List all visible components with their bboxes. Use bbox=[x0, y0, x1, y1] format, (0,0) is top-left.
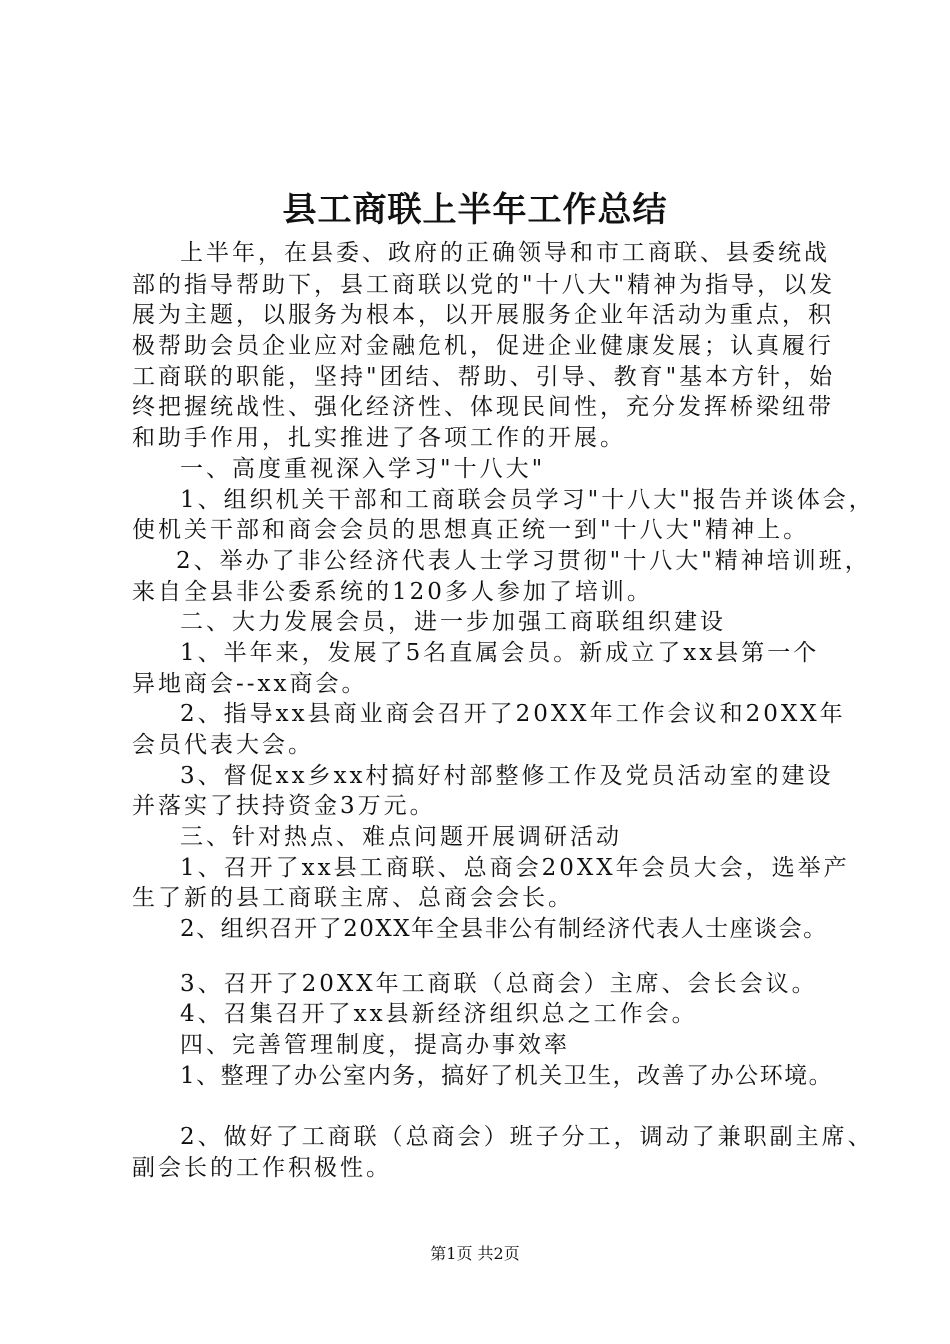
paragraph-line: 2、举办了非公经济代表人士学习贯彻"十八大"精神培训班， bbox=[176, 548, 871, 574]
page-number-footer: 第1页 共2页 bbox=[430, 1244, 520, 1263]
paragraph-line: 2、组织召开了20XX年全县非公有制经济代表人士座谈会。 bbox=[180, 916, 828, 942]
paragraph-line: 工商联的职能，坚持"团结、帮助、引导、教育"基本方针，始 bbox=[132, 364, 836, 390]
paragraph-line: 展为主题，以服务为根本，以开展服务企业年活动为重点，积 bbox=[132, 302, 834, 328]
paragraph-line: 会员代表大会。 bbox=[132, 732, 314, 758]
section-heading: 四、完善管理制度，提高办事效率 bbox=[180, 1032, 570, 1058]
paragraph-line: 2、指导xx县商业商会召开了20XX年工作会议和20XX年 bbox=[180, 701, 846, 727]
paragraph-line: 3、督促xx乡xx村搞好村部整修工作及党员活动室的建设 bbox=[180, 763, 834, 789]
section-heading: 三、针对热点、难点问题开展调研活动 bbox=[180, 824, 622, 850]
paragraph-line: 和助手作用，扎实推进了各项工作的开展。 bbox=[132, 425, 626, 451]
section-heading: 一、高度重视深入学习"十八大" bbox=[180, 456, 546, 482]
page-title: 县工商联上半年工作总结 bbox=[282, 190, 668, 230]
paragraph-line: 4、召集召开了xx县新经济组织总之工作会。 bbox=[180, 1001, 698, 1027]
paragraph-line: 部的指导帮助下，县工商联以党的"十八大"精神为指导，以发 bbox=[132, 272, 836, 298]
paragraph-line: 上半年，在县委、政府的正确领导和市工商联、县委统战 bbox=[180, 240, 830, 266]
paragraph-line: 1、组织机关干部和工商联会员学习"十八大"报告并谈体会， bbox=[180, 487, 875, 513]
paragraph-line: 使机关干部和商会会员的思想真正统一到"十八大"精神上。 bbox=[132, 517, 810, 543]
paragraph-line: 副会长的工作积极性。 bbox=[132, 1155, 392, 1181]
paragraph-line: 3、召开了20XX年工商联（总商会）主席、会长会议。 bbox=[180, 971, 818, 997]
paragraph-line: 终把握统战性、强化经济性、体现民间性，充分发挥桥梁纽带 bbox=[132, 394, 834, 420]
paragraph-line: 1、召开了xx县工商联、总商会20XX年会员大会，选举产 bbox=[180, 855, 850, 881]
paragraph-line: 并落实了扶持资金3万元。 bbox=[132, 793, 436, 819]
paragraph-line: 生了新的县工商联主席、总商会会长。 bbox=[132, 885, 574, 911]
paragraph-line: 1、半年来，发展了5名直属会员。新成立了xx县第一个 bbox=[180, 640, 820, 666]
section-heading: 二、大力发展会员，进一步加强工商联组织建设 bbox=[180, 609, 726, 635]
paragraph-line: 来自全县非公委系统的120多人参加了培训。 bbox=[132, 579, 653, 605]
paragraph-line: 1、整理了办公室内务，搞好了机关卫生，改善了办公环境。 bbox=[180, 1063, 834, 1089]
paragraph-line: 异地商会--xx商会。 bbox=[132, 671, 368, 697]
paragraph-line: 极帮助会员企业应对金融危机，促进企业健康发展；认真履行 bbox=[132, 333, 834, 359]
paragraph-line: 2、做好了工商联（总商会）班子分工，调动了兼职副主席、 bbox=[180, 1124, 874, 1150]
